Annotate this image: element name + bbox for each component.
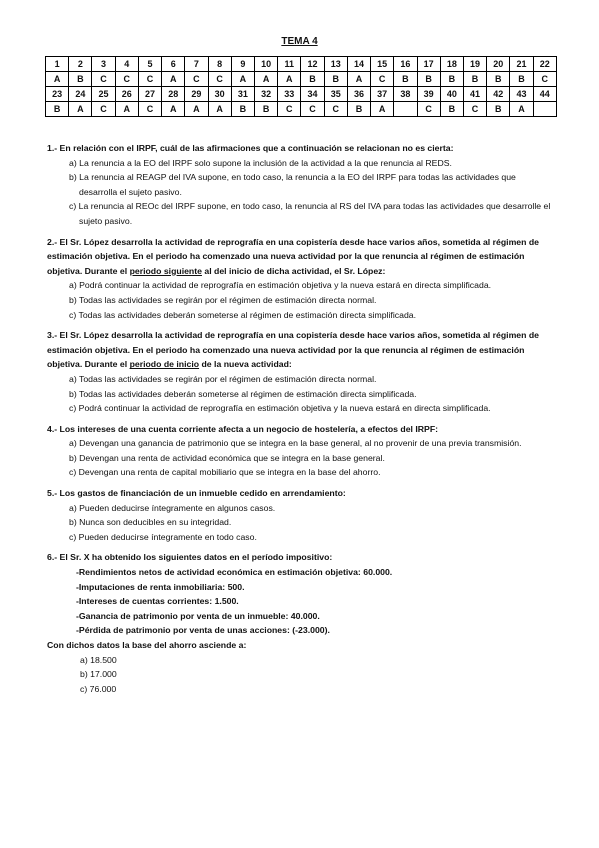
answer-table-number-cell: 22 xyxy=(533,57,556,72)
answer-table-answer-cell: C xyxy=(533,72,556,87)
answer-table-answer-cell: A xyxy=(278,72,301,87)
answer-table-number-cell: 15 xyxy=(371,57,394,72)
answer-table-number-cell: 24 xyxy=(69,87,92,102)
answer-table-answer-cell: C xyxy=(185,72,208,87)
answer-table-number-cell: 39 xyxy=(417,87,440,102)
answer-table-answer-cell: A xyxy=(185,102,208,117)
answer-table-number-cell: 7 xyxy=(185,57,208,72)
question-4-option-a: a) Devengan una ganancia de patrimonio que se integra en la base general, al no provenir de una previa transmisión. xyxy=(69,438,522,449)
answer-table-answer-cell: A xyxy=(347,72,370,87)
answer-table-number-cell: 9 xyxy=(231,57,254,72)
answer-table-row xyxy=(46,72,557,87)
answer-table-answer-cell: B xyxy=(347,102,370,117)
answer-table-answer-cell: B xyxy=(324,72,347,87)
answer-table-row xyxy=(46,57,557,72)
question-3-text-underlined: periodo de inicio xyxy=(129,359,200,370)
question-2-option-c: c) Todas las actividades deberán someterse al régimen de estimación directa simplificada. xyxy=(69,309,417,320)
answer-table-number-cell: 8 xyxy=(208,57,231,72)
question-2 xyxy=(47,235,552,323)
question-6 xyxy=(47,550,552,696)
question-2-option-a: a) Podrá continuar la actividad de reprografía en estimación objetiva y la nueva estará en directa simplificada. xyxy=(69,280,492,291)
answer-table-number-cell: 20 xyxy=(487,57,510,72)
answer-table-answer-cell: B xyxy=(46,102,69,117)
question-6-data-line: -Rendimientos netos de actividad económica en estimación objetiva: 60.000. xyxy=(76,567,393,578)
answer-table-answer-cell: B xyxy=(394,72,417,87)
question-2-text-underlined: periodo siguiente xyxy=(129,265,202,276)
answer-table-answer-cell: C xyxy=(371,72,394,87)
question-3 xyxy=(47,328,552,416)
answer-table-answer-cell: C xyxy=(115,72,138,87)
answer-table-number-cell: 2 xyxy=(69,57,92,72)
answer-table-number-cell: 5 xyxy=(138,57,161,72)
answer-table-answer-cell: A xyxy=(69,102,92,117)
answer-table-number-cell: 16 xyxy=(394,57,417,72)
question-2-option-b: b) Todas las actividades se regirán por el régimen de estimación directa normal. xyxy=(69,294,377,305)
answer-table-number-cell: 4 xyxy=(115,57,138,72)
answer-table-number-cell: 43 xyxy=(510,87,533,102)
questions xyxy=(47,141,552,696)
answer-table-number-cell: 12 xyxy=(301,57,324,72)
answer-table-answer-cell: B xyxy=(440,72,463,87)
question-2-text-main: 2.- El Sr. López desarrolla la actividad de reprografía en una copistería desde hace varios años, sometida al régimen de estimación objetiva. En el periodo ha comenzado una nueva actividad por la que renuncia al régimen de estimación objetiva. Durante el xyxy=(47,236,539,276)
answer-table-answer-cell: B xyxy=(487,72,510,87)
answer-table-number-cell: 31 xyxy=(231,87,254,102)
answer-table-number-cell: 11 xyxy=(278,57,301,72)
answer-table-number-cell: 18 xyxy=(440,57,463,72)
question-6-data-line: -Imputaciones de renta inmobiliaria: 500. xyxy=(76,581,245,592)
answer-table-answer-cell: B xyxy=(301,72,324,87)
answer-table-number-cell: 21 xyxy=(510,57,533,72)
question-6-option-a: a) 18.500 xyxy=(80,654,117,665)
question-4-text: 4.- Los intereses de una cuenta corriente afecta a un negocio de hostelería, a efectos del IRPF: xyxy=(47,423,439,434)
question-6-option-b: b) 17.000 xyxy=(80,669,117,680)
answer-table-answer-cell: C xyxy=(324,102,347,117)
answer-table-number-cell: 17 xyxy=(417,57,440,72)
question-1-option-c: c) La renuncia al REOc del IRPF supone, en todo caso, la renuncia al RS del IVA para todas las actividades que desarrolle el sujeto pasivo. xyxy=(69,201,551,226)
answer-table-number-cell: 29 xyxy=(185,87,208,102)
answer-table-answer-cell: A xyxy=(208,102,231,117)
answer-table-number-cell: 37 xyxy=(371,87,394,102)
answer-table-answer-cell: B xyxy=(487,102,510,117)
question-3-text-end: de la nueva actividad: xyxy=(199,359,292,370)
answer-table-answer-cell: C xyxy=(138,102,161,117)
question-1 xyxy=(47,141,552,229)
question-4 xyxy=(47,422,552,480)
answer-table-answer-cell: A xyxy=(115,102,138,117)
answer-table-number-cell: 38 xyxy=(394,87,417,102)
question-1-text: 1.- En relación con el IRPF, cuál de las afirmaciones que a continuación se relacionan no es cierta: xyxy=(47,143,454,153)
answer-table-answer-cell xyxy=(394,102,417,117)
answer-table-number-cell: 36 xyxy=(347,87,370,102)
question-2-text-end: al del inicio de dicha actividad, el Sr. López: xyxy=(201,265,386,276)
answer-table-number-cell: 26 xyxy=(115,87,138,102)
question-5-option-c: c) Pueden deducirse íntegramente en todo caso. xyxy=(69,531,257,542)
question-5-option-b: b) Nunca son deducibles en su integridad. xyxy=(69,517,232,528)
answer-table-answer-cell: C xyxy=(417,102,440,117)
answer-table-answer-cell: C xyxy=(92,102,115,117)
question-6-option-c: c) 76.000 xyxy=(80,683,117,694)
answer-table-answer-cell: C xyxy=(208,72,231,87)
answer-table-number-cell: 6 xyxy=(162,57,185,72)
answer-table-number-cell: 28 xyxy=(162,87,185,102)
answer-table-answer-cell: B xyxy=(463,72,486,87)
question-3-text xyxy=(47,328,552,372)
answer-table-number-cell: 34 xyxy=(301,87,324,102)
answer-table-number-cell: 25 xyxy=(92,87,115,102)
answer-table-number-cell: 19 xyxy=(463,57,486,72)
answer-table-answer-cell: B xyxy=(231,102,254,117)
answer-key-table xyxy=(45,56,557,117)
question-3-option-c: c) Podrá continuar la actividad de reprografía en estimación objetiva y la nueva estará en directa simplificada. xyxy=(69,403,491,414)
answer-table-number-cell: 23 xyxy=(46,87,69,102)
answer-table-answer-cell xyxy=(533,102,556,117)
question-6-text: 6.- El Sr. X ha obtenido los siguientes datos en el período impositivo: xyxy=(47,552,333,563)
page-title: TEMA 4 xyxy=(281,36,318,47)
answer-table-number-cell: 33 xyxy=(278,87,301,102)
answer-table-answer-cell: A xyxy=(46,72,69,87)
answer-table-number-cell: 32 xyxy=(254,87,277,102)
answer-table-number-cell: 41 xyxy=(463,87,486,102)
answer-table-answer-cell: C xyxy=(278,102,301,117)
question-3-option-a: a) Todas las actividades se regirán por el régimen de estimación directa normal. xyxy=(69,373,377,384)
question-1-option-b: b) La renuncia al REAGP del IVA supone, en todo caso, la renuncia a la EO del IRPF para todas las actividades que desarrolla el sujeto pasivo. xyxy=(69,172,516,197)
answer-table-answer-cell: A xyxy=(510,102,533,117)
answer-table-answer-cell: A xyxy=(231,72,254,87)
question-5-text: 5.- Los gastos de financiación de un inmueble cedido en arrendamiento: xyxy=(47,488,346,499)
answer-table-answer-cell: B xyxy=(69,72,92,87)
answer-table-answer-cell: C xyxy=(92,72,115,87)
question-2-text xyxy=(47,235,552,279)
answer-table-number-cell: 14 xyxy=(347,57,370,72)
answer-table-answer-cell: B xyxy=(417,72,440,87)
answer-table-number-cell: 42 xyxy=(487,87,510,102)
question-6-data-line: -Intereses de cuentas corrientes: 1.500. xyxy=(76,596,239,607)
answer-table-answer-cell: A xyxy=(371,102,394,117)
question-3-text-main: 3.- El Sr. López desarrolla la actividad de reprografía en una copistería desde hace varios años, sometida al régimen de estimación objetiva. En el periodo ha comenzado una nueva actividad por la que renuncia al régimen de estimación objetiva. Durante el xyxy=(47,330,539,370)
answer-table-answer-cell: C xyxy=(138,72,161,87)
answer-table-answer-cell: A xyxy=(162,102,185,117)
answer-table-row xyxy=(46,102,557,117)
question-3-option-b: b) Todas las actividades deberán someterse al régimen de estimación directa simplificada. xyxy=(69,388,417,399)
answer-table-row xyxy=(46,87,557,102)
answer-table-number-cell: 30 xyxy=(208,87,231,102)
answer-table-number-cell: 27 xyxy=(138,87,161,102)
answer-table-answer-cell: A xyxy=(254,72,277,87)
answer-table-answer-cell: A xyxy=(162,72,185,87)
answer-table-answer-cell: C xyxy=(301,102,324,117)
answer-table-number-cell: 1 xyxy=(46,57,69,72)
answer-table-number-cell: 40 xyxy=(440,87,463,102)
answer-table-answer-cell: B xyxy=(510,72,533,87)
answer-table-number-cell: 13 xyxy=(324,57,347,72)
answer-table-number-cell: 3 xyxy=(92,57,115,72)
question-5-option-a: a) Pueden deducirse íntegramente en algunos casos. xyxy=(69,502,276,513)
answer-table-answer-cell: B xyxy=(440,102,463,117)
question-5 xyxy=(47,486,552,544)
question-1-option-a: a) La renuncia a la EO del IRPF solo supone la inclusión de la actividad a la que renuncia al REDS. xyxy=(69,157,452,168)
answer-table-answer-cell: C xyxy=(463,102,486,117)
answer-table-answer-cell: B xyxy=(254,102,277,117)
answer-table-number-cell: 10 xyxy=(254,57,277,72)
question-6-data-line: -Pérdida de patrimonio por venta de unas acciones: (-23.000). xyxy=(76,625,330,636)
question-6-data-line: -Ganancia de patrimonio por venta de un inmueble: 40.000. xyxy=(76,610,320,621)
question-4-option-b: b) Devengan una renta de actividad económica que se integra en la base general. xyxy=(69,452,385,463)
answer-table-number-cell: 44 xyxy=(533,87,556,102)
question-6-tail: Con dichos datos la base del ahorro asciende a: xyxy=(47,640,247,650)
answer-table-number-cell: 35 xyxy=(324,87,347,102)
question-4-option-c: c) Devengan una renta de capital mobiliario que se integra en la base del ahorro. xyxy=(69,467,381,478)
